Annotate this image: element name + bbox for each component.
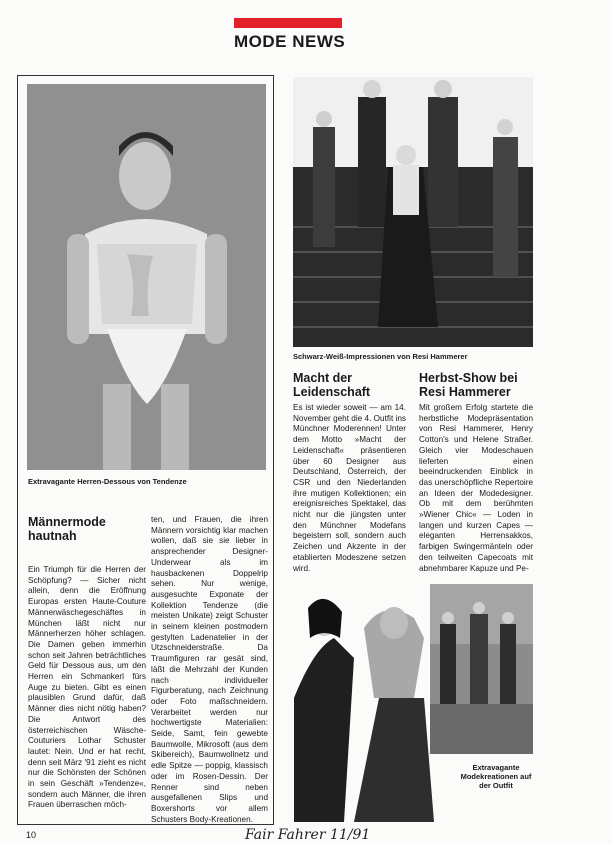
photo-men-underwear xyxy=(27,84,266,470)
section-accent-bar xyxy=(234,18,342,28)
leidenschaft-body: Es ist wieder soweit — am 14. November geht die 4. Outfit ins Münchner Moderennen! Unter dem Motto »Macht der Leidenschaft« präsentieren über 60 Designer aus Deutschland, Österreich, der CSR und den Niederlanden ihre mutigen Kollektionen; ein ereignisreiches Spektakel, das nicht nur die jüngsten unter den Münchner Modefans begeistern soll, sondern auch Zeichen und Akzente in der etablierten Modeszene setzen wird. xyxy=(293,403,406,573)
photo-outfit-group xyxy=(430,584,533,754)
section-title: MODE NEWS xyxy=(234,32,346,51)
photo-outfit-couple xyxy=(294,578,444,822)
left-body-col1: Ein Triumph für die Herren der Schöpfung? — Sicher nicht allein, denn die Eröffnung Europas ersten Haute-Couture Männerwäschegeschäftes in München läßt nicht nur Männerherzen höher schlagen. Die Damen geben immerhin schon seit Jahren beträchtliches Geld für Dessous aus, um den Herren ein Schmankerl fürs Auge zu bieten. Gibt es einen plausiblen Grund dafür, daß Männer dies nicht nötig haben? Die Antwort des österreichischen Wäsche-Couturiers Lothar Schuster lautet: Nein. Und er hat recht, denn seit März '91 zieht es nicht nur die Schönsten der Schönen in sein Geschäft »Tendenze«, sondern auch Männer, die ihren Frauen überraschen möch- xyxy=(28,565,146,810)
leidenschaft-headline: Macht der Leidenschaft xyxy=(293,371,371,399)
bottom-photo-caption: Extravagante Modekreationen auf der Outfit xyxy=(460,763,532,790)
photo-resi-hammerer xyxy=(293,77,533,347)
herbst-headline: Herbst-Show bei Resi Hammerer xyxy=(419,371,518,399)
right-photo-caption: Schwarz-Weiß-Impressionen von Resi Hammerer xyxy=(293,352,468,361)
left-headline: Männermode hautnah xyxy=(28,515,106,543)
left-body-col2: ten, und Frauen, die ihren Männern vorsichtig klar machen wollen, daß sie sie lieber in ansprechender Designer-Underwear als im hausbackenen Doppelrip sehen. Nur wenige, ausgesuchte Exponate der Kollektion Tendenze (die meisten Unikate) zeigt Schuster in seinem kleinen postmodern gestylten Ladenatelier in der Utzschneiderstraße. Da Traumfiguren rar gesät sind, läßt die Mehrzahl der Kunden nach individueller Figurberatung, nach Zeichnung oder Foto maßschneidern. Verarbeitet werden nur hochwertigste Materialien: Seide, Samt, fein gewebte Baumwolle, Mikrosoft (aus dem Skibereich), Baumwollnetz und edle Spitze — poppig, klassisch oder im Rosen-Dessin. Der Renner sind neben ausgefallenen Slips und Boxershorts vor allem Schusters Body-Kreationen. xyxy=(151,515,268,824)
page-number: 10 xyxy=(26,830,37,840)
handwritten-note: Fair Fahrer 11/91 xyxy=(245,827,371,843)
left-photo-caption: Extravagante Herren-Dessous von Tendenze xyxy=(28,477,187,486)
herbst-body: Mit großem Erfolg startete die herbstliche Modepräsentation von Resi Hammerer, Henry Cotton's und Helene Straßer. Gleich vier Modeschauen lieferten einen beeindruckenden Einblick in das unerschöpfliche Repertoire an Ideen der Modedesigner. Ob mit dem berühmten »Wiener Chic« — Loden in langen und kurzen Capes — eleganten Herrensakkos, farbigen Swingermänteln oder den teilweiten Capecoats mit abnehmbarer Kapuze und Pe- xyxy=(419,403,533,573)
